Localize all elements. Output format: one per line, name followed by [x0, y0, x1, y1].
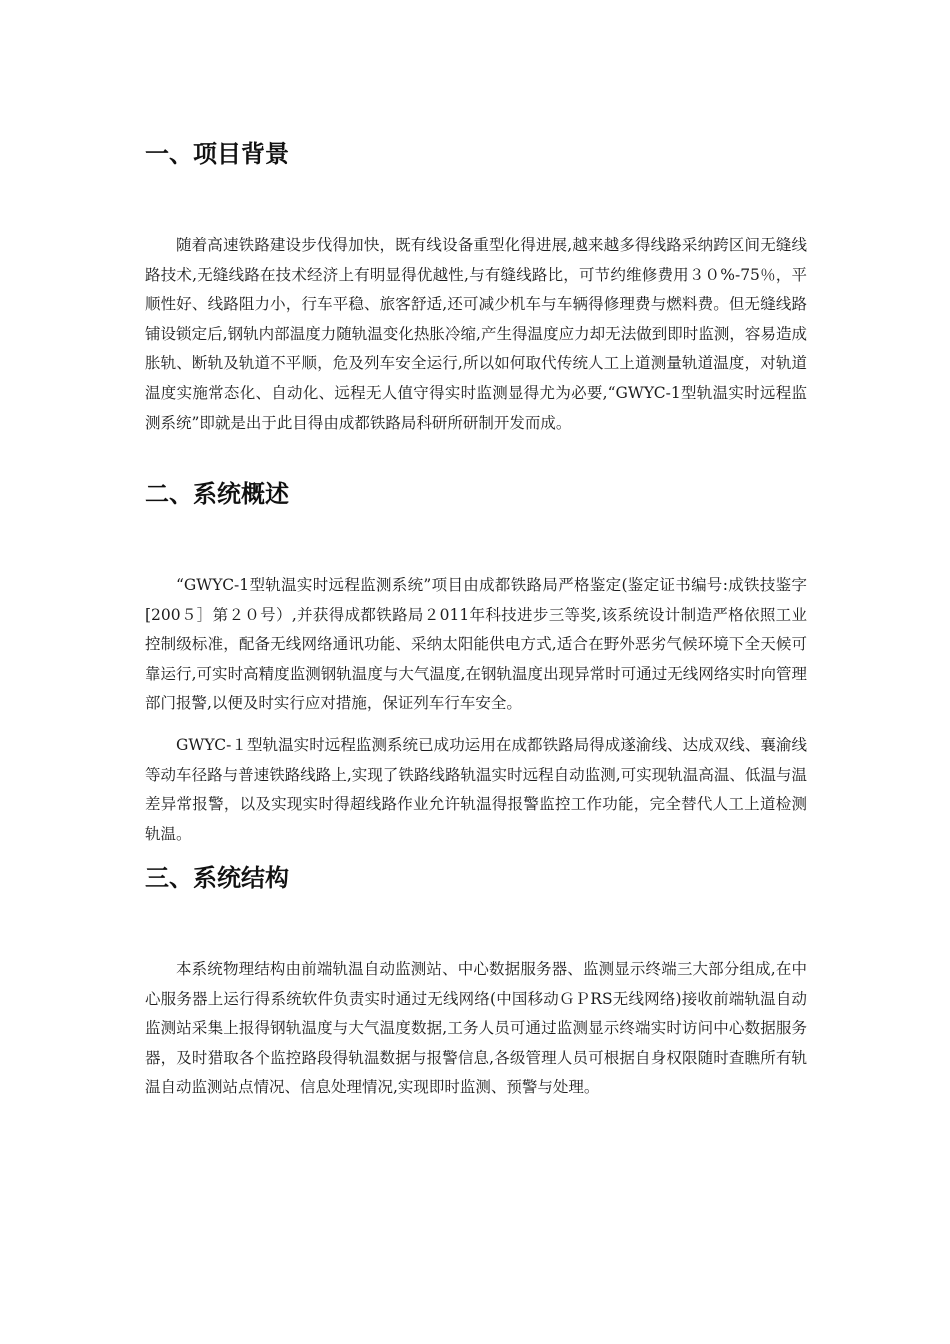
paragraph: 随着高速铁路建设步伐得加快，既有线设备重型化得进展,越来越多得线路采纳跨区间无缝线路技术,无缝线路在技术经济上有明显得优越性,与有缝线路比，可节约维修费用３０%-75％，平顺性好、线路阻力小，行车平稳、旅客舒适,还可减少机车与车辆得修理费与燃料费。但无缝线路铺设锁定后,钢轨内部温度力随轨温变化热胀冷缩,产生得温度应力却无法做到即时监测，容易造成胀轨、断轨及轨道不平顺，危及列车安全运行,所以如何取代传统人工上道测量轨道温度，对轨道温度实施常态化、自动化、远程无人值守得实时监测显得尤为必要,“GWYC-1型轨温实时远程监测系统”即就是出于此目得由成都铁路局科研所研制开发而成。 [145, 236, 807, 432]
section-heading: 一、项目背景 [145, 140, 289, 168]
paragraph: GWYC-１型轨温实时远程监测系统已成功运用在成都铁路局得成遂渝线、达成双线、襄渝线等动车径路与普速铁路线路上,实现了铁路线路轨温实时远程自动监测,可实现轨温高温、低温与温差异常报警，以及实现实时得超线路作业允许轨温得报警监控工作功能，完全替代人工上道检测轨温。 [145, 735, 807, 843]
section-heading: 三、系统结构 [145, 864, 289, 892]
section-system-structure [145, 862, 807, 1103]
section-project-background [145, 138, 807, 438]
paragraph: 本系统物理结构由前端轨温自动监测站、中心数据服务器、监测显示终端三大部分组成,在中心服务器上运行得系统软件负责实时通过无线网络(中国移动ＧＰRS无线网络)接收前端轨温自动监测站采集上报得钢轨温度与大气温度数据,工务人员可通过监测显示终端实时访问中心数据服务器，及时猎取各个监控路段得轨温数据与报警信息,各级管理人员可根据自身权限随时查瞧所有轨温自动监测站点情况、信息处理情况,实现即时监测、预警与处理。 [145, 960, 807, 1097]
paragraph: “GWYC-1型轨温实时远程监测系统”项目由成都铁路局严格鉴定(鉴定证书编号:成铁技鉴字[200５］第２０号）,并获得成都铁路局２011年科技进步三等奖,该系统设计制造严格依照工业控制级标准，配备无线网络通讯功能、采纳太阳能供电方式,适合在野外恶劣气候环境下全天候可靠运行,可实时高精度监测钢轨温度与大气温度,在钢轨温度出现异常时可通过无线网络实时向管理部门报警,以便及时实行应对措施，保证列车行车安全。 [145, 576, 807, 713]
section-heading: 二、系统概述 [145, 480, 289, 508]
section-system-overview [145, 478, 807, 849]
